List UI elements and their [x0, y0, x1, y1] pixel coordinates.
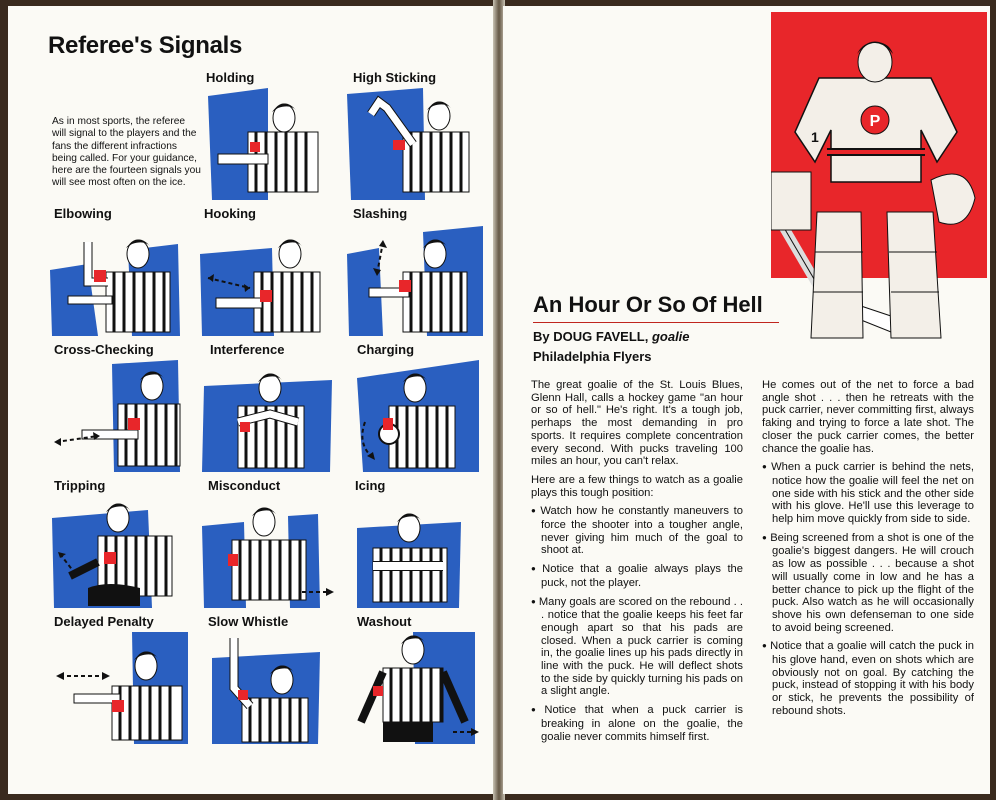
- signal-washout: [343, 614, 483, 742]
- left-page: [8, 6, 495, 794]
- referee-illustration: [48, 496, 188, 608]
- signal-label: Interference: [210, 342, 285, 357]
- referee-illustration: [48, 360, 188, 472]
- referee-illustration: [198, 224, 338, 336]
- referee-illustration: [343, 88, 483, 200]
- signal-label: Hooking: [204, 206, 256, 221]
- signal-label: Washout: [357, 614, 412, 629]
- signal-label: Holding: [206, 70, 255, 85]
- signal-label: Cross-Checking: [54, 342, 154, 357]
- referee-illustration: [198, 88, 338, 200]
- signal-label: Slow Whistle: [208, 614, 289, 629]
- bullet-item: ● When a puck carrier is behind the nets, notice how the goalie will feel the net on one side with his stick and the other side with his glove. He'll use this leverage to help him move quickly from side to side.: [762, 461, 974, 526]
- bullet-item: ● Being screened from a shot is one of the goalie's biggest dangers. He will crouch as low as possible . . . because a shot will usually come in low and he has a better chance to pick up the flight of the puck. Also watch as he will occasionally shove his own defenseman to one side to avoid being screened.: [762, 532, 974, 635]
- article-column-left: [531, 379, 743, 749]
- signal-label: Misconduct: [208, 478, 281, 493]
- jersey-number: 1: [811, 129, 819, 145]
- signal-misconduct: [198, 478, 338, 606]
- team-name: Philadelphia Flyers: [533, 349, 652, 364]
- signal-charging: [343, 342, 483, 470]
- signal-label: Icing: [355, 478, 386, 493]
- referee-illustration: [198, 496, 338, 608]
- signal-hooking: [198, 206, 338, 334]
- goalie-illustration: [771, 12, 987, 348]
- signal-delayed-penalty: [48, 614, 188, 742]
- referee-illustration: [343, 496, 483, 608]
- bullet-item: ● Notice that when a puck carrier is breaking in alone on the goalie, the goalie never commits himself first.: [531, 704, 743, 743]
- byline-role: goalie: [651, 329, 690, 344]
- referee-illustration: [48, 224, 188, 336]
- byline: [533, 329, 690, 344]
- paragraph: Here are a few things to watch as a goalie plays this tough position:: [531, 473, 743, 499]
- signal-slashing: [343, 206, 483, 334]
- referee-illustration: [48, 632, 188, 744]
- article-column-right: [762, 379, 974, 724]
- bullet-item: ● Notice that a goalie always plays the puck, not the player.: [531, 563, 743, 589]
- signal-label: Delayed Penalty: [54, 614, 154, 629]
- paragraph: The great goalie of the St. Louis Blues, Glenn Hall, calls a hockey game "an hour or so of hell." He's right. It's a tough job, perhaps the most demanding in pro sports. It requires complete concentration every second. With pucks traveling 100 miles an hour, you can't relax.: [531, 379, 743, 468]
- referee-illustration: [343, 224, 483, 336]
- referee-illustration: [198, 632, 338, 744]
- article-title: An Hour Or So Of Hell: [533, 292, 779, 323]
- signal-elbowing: [48, 206, 188, 334]
- page-title: Referee's Signals: [48, 32, 243, 59]
- bullet-item: ● Many goals are scored on the rebound . . . notice that the goalie keeps his feet far enough apart so that his pads are closed. When a puck carrier is coming in, the goalie lines up his pads directly in line with the puck. He will deflect shots to the side by quickly turning his pads on a slight angle.: [531, 596, 743, 699]
- signal-interference: [198, 342, 338, 470]
- signal-slow-whistle: [198, 614, 338, 742]
- signal-icing: [343, 478, 483, 606]
- signal-high-sticking: [343, 70, 483, 198]
- signal-tripping: [48, 478, 188, 606]
- referee-illustration: [198, 360, 338, 472]
- signal-label: Elbowing: [54, 206, 112, 221]
- bullet-item: ● Notice that a goalie will catch the puck in his glove hand, even on shots which are obviously not on goal. By catching the puck, instead of stopping it with his body or stick, he prevents the possibility of rebound shots.: [762, 640, 974, 717]
- svg-text:P: P: [869, 113, 881, 130]
- signal-holding: [198, 70, 338, 198]
- bullet-item: ● Watch how he constantly maneuvers to force the shooter into a tougher angle, never giving him much of the goal to shoot at.: [531, 505, 743, 557]
- paragraph: He comes out of the net to force a bad angle shot . . . then he retreats with the puck carrier, never committing first, always faking and trying to force a late shot. The closer the puck carrier comes, the better chance the goalie has.: [762, 379, 974, 455]
- signal-label: Slashing: [353, 206, 408, 221]
- signal-label: High Sticking: [353, 70, 437, 85]
- referee-illustration: [343, 360, 483, 472]
- signal-label: Tripping: [54, 478, 106, 493]
- signal-label: Charging: [357, 342, 415, 357]
- intro-text: As in most sports, the referee will signal to the players and the fans the different infractions being called. For your guidance, here are the fourteen signals you will see most often on the ice.: [52, 116, 201, 189]
- byline-author: By DOUG FAVELL,: [533, 329, 649, 344]
- referee-illustration: [343, 632, 483, 744]
- signal-cross-checking: [48, 342, 188, 470]
- right-page: [503, 6, 990, 794]
